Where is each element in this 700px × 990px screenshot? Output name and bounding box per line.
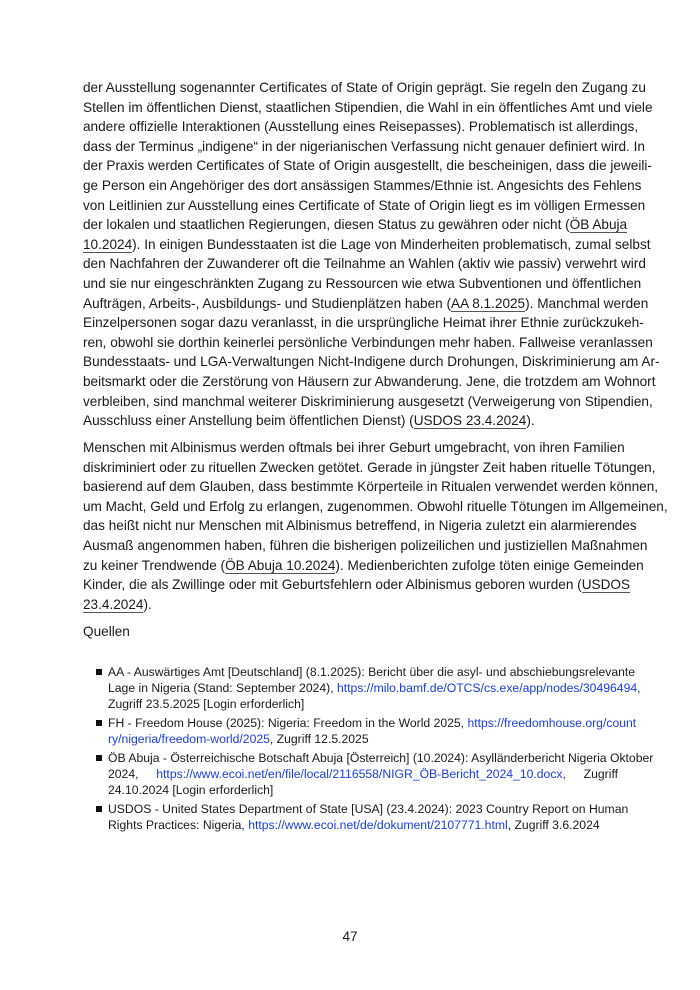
bullet-icon	[96, 720, 102, 726]
citation-link[interactable]: ÖB Abuja	[569, 217, 628, 233]
text-segment: beitsmarkt oder die Zerstörung von Häusern zur Abwanderung. Jene, die trotzdem am Wohnort	[83, 373, 656, 389]
text-line	[83, 458, 656, 478]
bullet-icon	[96, 669, 102, 675]
text-line	[83, 176, 642, 196]
source-url-link[interactable]: https://www.ecoi.net/de/dokument/2107771.html	[248, 818, 508, 832]
text-segment: ).	[526, 413, 535, 429]
text-line	[108, 766, 618, 782]
source-item	[96, 801, 629, 833]
text-segment: USDOS - United States Department of State [USA] (23.4.2024): 2023 Country Report on Human	[108, 802, 629, 816]
text-line	[108, 680, 641, 696]
text-segment: , Zugriff	[562, 767, 618, 781]
text-segment: Ausschluss einer Anstellung beim öffentlichen Dienst) (	[83, 413, 414, 429]
text-segment: dass der Terminus „indigene“ in der nigerianischen Verfassung nicht genauer definiert wird. In	[83, 138, 645, 154]
paragraph-state-of-origin	[83, 78, 660, 431]
text-segment: ,	[637, 681, 641, 695]
text-segment: der lokalen und staatlichen Regierungen, diesen Status zu gewähren oder nicht (	[83, 217, 570, 233]
text-segment: 2024,	[108, 767, 157, 781]
text-line	[83, 313, 644, 333]
text-segment: diskriminiert oder zu rituellen Zwecken getötet. Gerade in jüngster Zeit haben rituelle Tötungen,	[83, 459, 656, 475]
page-number: 47	[342, 929, 358, 944]
text-segment: Einzelpersonen sogar dazu veranlasst, in die ursprüngliche Heimat ihrer Ethnie zurückzukeh-	[83, 315, 644, 331]
text-segment: Ausmaß angenommen haben, führen die bisherigen polizeilichen und justiziellen Maßnahmen	[83, 537, 648, 553]
source-item	[96, 664, 641, 712]
text-line	[83, 477, 659, 497]
text-line	[83, 254, 646, 274]
text-line	[108, 782, 618, 798]
text-segment: , Zugriff 3.6.2024	[507, 818, 600, 832]
bullet-icon	[96, 755, 102, 761]
text-segment: den Nachfahren der Zuwanderer oft die Teilnahme an Wahlen (aktiv wie passiv) verwehrt wird	[83, 256, 646, 272]
text-line	[108, 801, 629, 817]
source-url-link[interactable]: https://freedomhouse.org/count	[467, 716, 637, 730]
text-line	[83, 516, 637, 536]
text-line	[83, 137, 645, 157]
text-line	[108, 715, 637, 731]
citation-link[interactable]: AA 8.1.2025	[451, 295, 526, 311]
text-segment: Aufträgen, Arbeits-, Ausbildungs- und Studienplätzen haben (	[83, 295, 452, 311]
text-line	[83, 98, 653, 118]
text-line	[83, 215, 628, 235]
source-url-link[interactable]: https://milo.bamf.de/OTCS/cs.exe/app/nodes/30496494	[337, 681, 638, 695]
text-segment: Lage in Nigeria (Stand: September 2024),	[108, 681, 337, 695]
text-segment: andere offizielle Interaktionen (Ausstellung eines Reisepasses). Problematisch ist allerdings,	[83, 119, 639, 135]
text-line	[83, 497, 668, 517]
text-line	[108, 750, 654, 766]
text-line	[83, 352, 660, 372]
text-line	[108, 817, 618, 833]
text-line	[83, 294, 649, 314]
text-segment: Kinder, die als Zwillinge oder mit Geburtsfehlern oder Albinismus geboren wurden (	[83, 577, 582, 593]
text-segment: ). Medienberichten zufolge töten einige Gemeinden	[335, 557, 644, 573]
text-segment: ). Manchmal werden	[525, 295, 649, 311]
text-segment: Rights Practices: Nigeria,	[108, 818, 249, 832]
source-item	[96, 715, 637, 747]
text-segment: Bundesstaats- und LGA-Verwaltungen Nicht-Indigene durch Drohungen, Diskriminierung am Ar-	[83, 354, 660, 370]
text-line	[83, 556, 644, 576]
citation-link[interactable]: 23.4.2024	[83, 596, 144, 612]
text-segment: verbleiben, sind manchmal weiterer Diskriminierung ausgesetzt (Verweigerung von Stipendien,	[83, 393, 653, 409]
source-item	[96, 750, 654, 798]
text-segment: ).	[143, 596, 152, 612]
text-segment: der Ausstellung sogenannter Certificates of State of Origin geprägt. Sie regeln den Zugang zu	[83, 80, 646, 95]
paragraph-albinism	[83, 438, 668, 614]
text-segment: basierend auf dem Glauben, dass bestimmte Körperteile in Ritualen verwendet werden können,	[83, 479, 659, 495]
text-line	[83, 595, 617, 615]
text-segment: , Zugriff 12.5.2025	[269, 732, 369, 746]
text-segment: 24.10.2024 [Login erforderlich]	[108, 783, 274, 797]
sources-heading: Quellen	[83, 624, 130, 639]
text-line	[83, 78, 646, 98]
source-url-link[interactable]: https://www.ecoi.net/en/file/local/2116558/NIGR_ÖB-Bericht_2024_10.docx	[156, 767, 563, 781]
text-line	[83, 196, 646, 216]
text-line	[108, 731, 618, 747]
text-segment: Stellen im öffentlichen Dienst, staatlichen Stipendien, die Wahl in ein öffentliches Amt und viele	[83, 99, 653, 115]
sources-list	[96, 664, 654, 836]
text-line	[83, 117, 639, 137]
citation-link[interactable]: USDOS 23.4.2024	[413, 413, 527, 429]
text-segment: der Praxis werden Certificates of State of Origin ausgestellt, die bescheinigen, dass die jeweili-	[83, 158, 652, 174]
source-url-link[interactable]: ry/nigeria/freedom-world/2025	[108, 732, 270, 746]
text-segment: das heißt nicht nur Menschen mit Albinismus betreffend, in Nigeria zuletzt ein alarmierendes	[83, 518, 637, 534]
text-line	[83, 438, 625, 458]
text-line	[83, 156, 652, 176]
text-segment: AA - Auswärtiges Amt [Deutschland] (8.1.2025): Bericht über die asyl- und abschiebungsrelevante	[108, 665, 636, 679]
text-line	[83, 333, 653, 353]
text-line	[83, 372, 656, 392]
text-segment: FH - Freedom House (2025): Nigeria: Freedom in the World 2025,	[108, 716, 468, 730]
text-line	[83, 411, 617, 431]
citation-link[interactable]: 10.2024	[83, 236, 133, 252]
text-segment: um Macht, Geld und Erfolg zu erlangen, zugenommen. Obwohl rituelle Tötungen im Allgemeinen,	[83, 498, 668, 514]
bullet-icon	[96, 806, 102, 812]
text-segment: zu keiner Trendwende (	[83, 557, 226, 573]
citation-link[interactable]: USDOS	[581, 577, 631, 593]
text-segment: ). In einigen Bundesstaaten ist die Lage von Minderheiten problematisch, zumal selbst	[132, 236, 651, 252]
text-segment: ge Person ein Angehöriger des dort ansässigen Stammes/Ethnie ist. Angesichts des Fehlens	[83, 177, 642, 193]
text-line	[83, 274, 642, 294]
text-segment: Menschen mit Albinismus werden oftmals bei ihrer Geburt umgebracht, von ihren Familien	[83, 440, 625, 455]
text-line	[108, 664, 636, 680]
text-segment: und sie nur eingeschränkten Zugang zu Ressourcen wie etwa Subventionen und öffentlichen	[83, 275, 642, 291]
text-segment: ÖB Abuja - Österreichische Botschaft Abuja [Österreich] (10.2024): Asylländerbericht Nigeria Oktober	[108, 751, 654, 765]
citation-link[interactable]: ÖB Abuja 10.2024	[225, 557, 336, 573]
text-line	[83, 235, 651, 255]
text-segment: Zugriff 23.5.2025 [Login erforderlich]	[108, 697, 305, 711]
text-line	[108, 696, 618, 712]
text-segment: von Leitlinien zur Ausstellung eines Certificate of State of Origin liegt es im völligen Ermessen	[83, 197, 646, 213]
text-segment: ren, obwohl sie dorthin keinerlei persönliche Verbindungen mehr haben. Fallweise veranlassen	[83, 334, 653, 350]
text-line	[83, 536, 648, 556]
text-line	[83, 392, 653, 412]
text-line	[83, 575, 631, 595]
